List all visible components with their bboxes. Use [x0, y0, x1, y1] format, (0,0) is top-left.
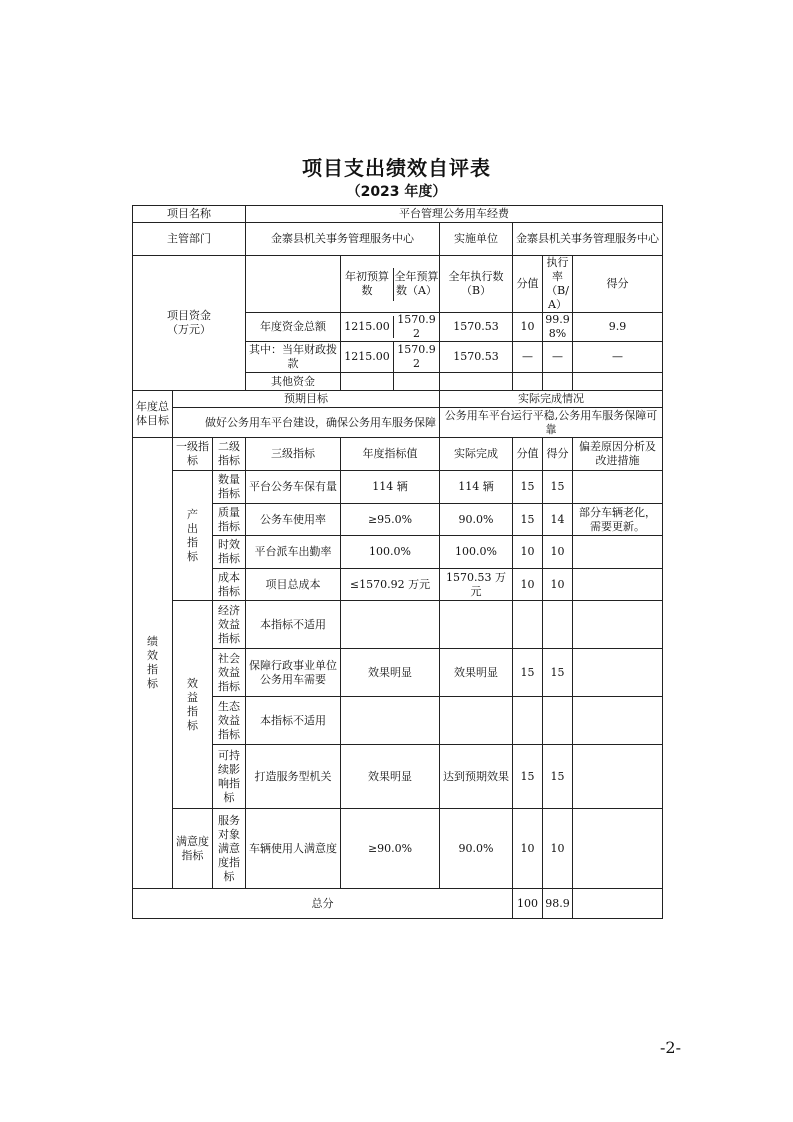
note-cell — [573, 536, 663, 569]
goals-expected-header: 预期目标 — [173, 391, 440, 408]
funds-row-amounts — [341, 313, 440, 342]
note-cell — [573, 697, 663, 745]
level3-cell: 平台公务车保有量 — [246, 471, 341, 504]
score-cell: 15 — [543, 471, 573, 504]
actual-cell — [440, 601, 513, 649]
target-cell: ≤1570.92 万元 — [341, 569, 440, 601]
level3-cell: 本指标不适用 — [246, 697, 341, 745]
ind-header-actual: 实际完成 — [440, 438, 513, 471]
funds-row-budget: 1570.92 — [397, 343, 436, 370]
funds-row-budget: 1570.92 — [397, 313, 436, 340]
funds-row-score-value: 10 — [513, 313, 543, 342]
level2-cell: 数量指标 — [213, 471, 246, 504]
funds-row-score-value — [513, 373, 543, 391]
target-cell: 效果明显 — [341, 649, 440, 697]
level2-cell: 可持续影响指标 — [213, 745, 246, 809]
impl-label: 实施单位 — [440, 223, 513, 256]
value-cell — [513, 601, 543, 649]
ind-header-level2: 二级指标 — [213, 438, 246, 471]
actual-cell — [440, 697, 513, 745]
dept-label: 主管部门 — [133, 223, 246, 256]
value-cell: 15 — [513, 471, 543, 504]
value-cell: 15 — [513, 504, 543, 536]
score-cell: 10 — [543, 536, 573, 569]
value-cell: 10 — [513, 569, 543, 601]
goals-actual: 公务用车平台运行平稳,公务用车服务保障可靠 — [440, 408, 663, 438]
funds-row-rate — [543, 373, 573, 391]
funds-row-initial — [341, 373, 394, 390]
value-cell: 15 — [513, 649, 543, 697]
actual-cell: 100.0% — [440, 536, 513, 569]
score-cell — [543, 697, 573, 745]
target-cell — [341, 697, 440, 745]
funds-header-executed: 全年执行数（B） — [440, 256, 513, 313]
funds-header-cell — [341, 256, 440, 313]
target-cell: ≥95.0% — [341, 504, 440, 536]
level2-cell: 服务对象满意度指标 — [213, 809, 246, 889]
level3-cell: 车辆使用人满意度 — [246, 809, 341, 889]
indicators-label: 绩效指标 — [133, 438, 173, 889]
goals-actual-header: 实际完成情况 — [440, 391, 663, 408]
ind-header-value: 分值 — [513, 438, 543, 471]
value-cell: 15 — [513, 745, 543, 809]
ind-header-level1: 一级指标 — [173, 438, 213, 471]
score-cell: 15 — [543, 649, 573, 697]
ind-header-score: 得分 — [543, 438, 573, 471]
level1-satisfaction: 满意度指标 — [173, 809, 213, 889]
evaluation-table — [132, 205, 663, 919]
note-cell — [573, 745, 663, 809]
funds-row-amounts — [341, 342, 440, 373]
score-cell: 10 — [543, 569, 573, 601]
level1-benefit: 效益指标 — [173, 601, 213, 809]
target-cell: ≥90.0% — [341, 809, 440, 889]
funds-row-executed: 1570.53 — [440, 313, 513, 342]
actual-cell: 1570.53 万元 — [440, 569, 513, 601]
target-cell: 效果明显 — [341, 745, 440, 809]
level3-cell: 公务车使用率 — [246, 504, 341, 536]
goals-label: 年度总体目标 — [133, 391, 173, 438]
funds-row-score — [573, 373, 663, 391]
funds-row-executed: 1570.53 — [440, 342, 513, 373]
page-title: 项目支出绩效自评表 — [302, 156, 491, 180]
level2-cell: 经济效益指标 — [213, 601, 246, 649]
target-cell: 114 辆 — [341, 471, 440, 504]
funds-header-blank — [246, 256, 341, 313]
score-cell — [543, 601, 573, 649]
funds-row-score: 9.9 — [573, 313, 663, 342]
level3-cell: 本指标不适用 — [246, 601, 341, 649]
level2-cell: 成本指标 — [213, 569, 246, 601]
level3-cell: 打造服务型机关 — [246, 745, 341, 809]
ind-header-level3: 三级指标 — [246, 438, 341, 471]
funds-header-score-value: 分值 — [513, 256, 543, 313]
note-cell — [573, 569, 663, 601]
ind-header-note: 偏差原因分析及改进措施 — [573, 438, 663, 471]
total-score: 98.9 — [543, 889, 573, 919]
ind-header-target: 年度指标值 — [341, 438, 440, 471]
funds-row-name: 其中：当年财政拨款 — [246, 342, 341, 373]
total-label: 总分 — [133, 889, 513, 919]
goals-expected: 做好公务用车平台建设，确保公务用车服务保障 — [173, 408, 440, 438]
level2-cell: 质量指标 — [213, 504, 246, 536]
target-cell: 100.0% — [341, 536, 440, 569]
funds-header-rate: 执行率（B/A） — [543, 256, 573, 313]
actual-cell: 效果明显 — [440, 649, 513, 697]
note-cell: 部分车辆老化，需要更新。 — [573, 504, 663, 536]
actual-cell: 114 辆 — [440, 471, 513, 504]
funds-row-executed — [440, 373, 513, 391]
note-cell — [573, 601, 663, 649]
note-cell — [573, 471, 663, 504]
level3-cell: 项目总成本 — [246, 569, 341, 601]
level2-cell: 社会效益指标 — [213, 649, 246, 697]
page-number: -2- — [660, 1038, 681, 1057]
total-value: 100 — [513, 889, 543, 919]
total-note — [573, 889, 663, 919]
score-cell: 10 — [543, 809, 573, 889]
funds-header-score: 得分 — [573, 256, 663, 313]
target-cell — [341, 601, 440, 649]
funds-header-budget: 全年预算数（A） — [394, 270, 439, 297]
value-cell: 10 — [513, 809, 543, 889]
project-name-label: 项目名称 — [133, 206, 246, 223]
funds-label: 项目资金 （万元） — [133, 256, 246, 391]
funds-row-name: 年度资金总额 — [246, 313, 341, 342]
funds-row-score-value: — — [513, 342, 543, 373]
value-cell: 10 — [513, 536, 543, 569]
level1-output: 产出指标 — [173, 471, 213, 601]
funds-row-score: — — [573, 342, 663, 373]
actual-cell: 达到预期效果 — [440, 745, 513, 809]
funds-header-initial: 年初预算数 — [341, 268, 394, 301]
funds-row-rate: — — [543, 342, 573, 373]
funds-row-initial: 1215.00 — [341, 316, 394, 338]
funds-row-initial: 1215.00 — [341, 342, 394, 372]
page-subtitle: （2023 年度） — [346, 184, 447, 200]
level3-cell: 保障行政事业单位公务用车需要 — [246, 649, 341, 697]
actual-cell: 90.0% — [440, 809, 513, 889]
score-cell: 15 — [543, 745, 573, 809]
level2-cell: 时效指标 — [213, 536, 246, 569]
project-name-value: 平台管理公务用车经费 — [246, 206, 663, 223]
funds-row-rate: 99.98% — [543, 313, 573, 342]
funds-row-budget — [394, 373, 439, 390]
funds-row-name: 其他资金 — [246, 373, 341, 391]
impl-value: 金寨县机关事务管理服务中心 — [513, 223, 663, 256]
score-cell: 14 — [543, 504, 573, 536]
actual-cell: 90.0% — [440, 504, 513, 536]
dept-value: 金寨县机关事务管理服务中心 — [246, 223, 440, 256]
funds-row-amounts — [341, 373, 440, 391]
level3-cell: 平台派车出勤率 — [246, 536, 341, 569]
level2-cell: 生态效益指标 — [213, 697, 246, 745]
note-cell — [573, 649, 663, 697]
value-cell — [513, 697, 543, 745]
note-cell — [573, 809, 663, 889]
